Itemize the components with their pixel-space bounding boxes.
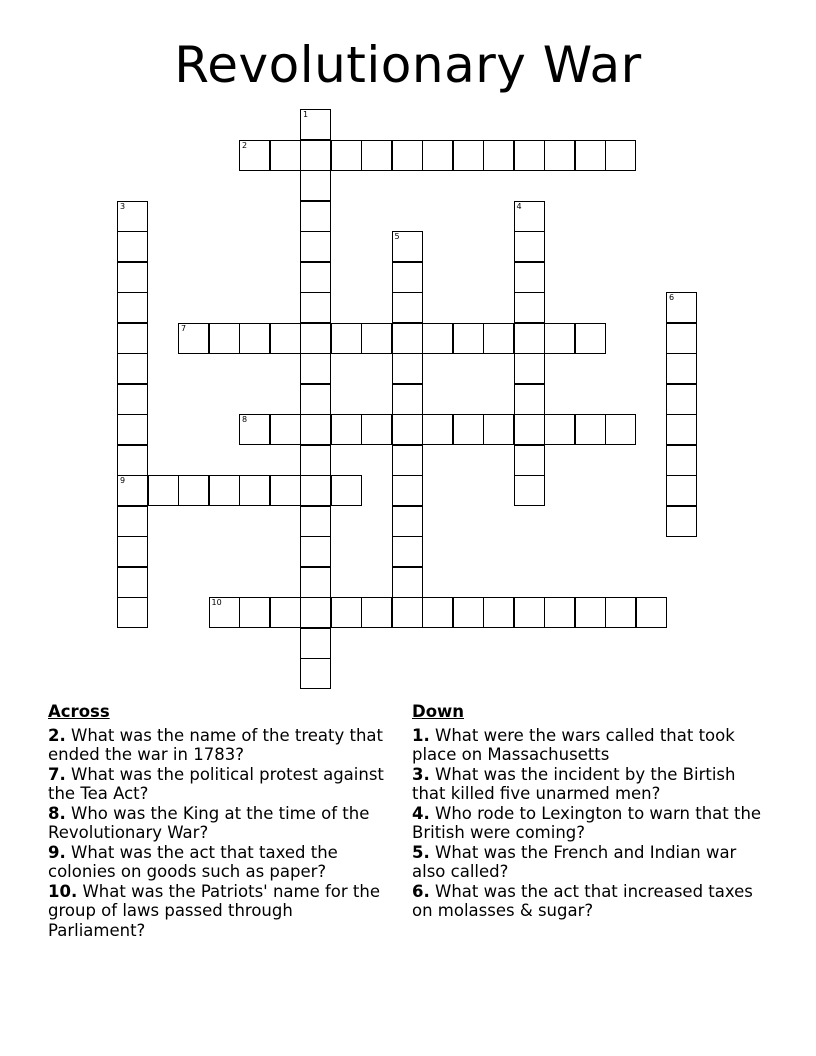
- grid-cell[interactable]: [300, 658, 331, 689]
- grid-cell[interactable]: [422, 597, 453, 628]
- down-clues: [412, 702, 762, 921]
- grid-cell[interactable]: [239, 597, 270, 628]
- grid-cell[interactable]: [209, 475, 240, 506]
- clue-text: What was the political protest against the Tea Act?: [48, 764, 384, 803]
- grid-cell[interactable]: [422, 414, 453, 445]
- grid-cell[interactable]: [117, 231, 148, 262]
- grid-cell[interactable]: [514, 353, 545, 384]
- grid-cell[interactable]: [514, 445, 545, 476]
- grid-cell[interactable]: [300, 414, 331, 445]
- grid-cell[interactable]: [514, 231, 545, 262]
- grid-cell[interactable]: [361, 597, 392, 628]
- grid-cell[interactable]: [331, 414, 362, 445]
- clue-number: 8.: [48, 803, 66, 823]
- clue-down-4: [412, 804, 762, 843]
- grid-cell[interactable]: [300, 445, 331, 476]
- grid-cell[interactable]: [117, 323, 148, 354]
- clue-across-10: [48, 882, 388, 941]
- clue-text: What was the name of the treaty that ended the war in 1783?: [48, 725, 384, 764]
- grid-cell[interactable]: [117, 384, 148, 415]
- grid-cell[interactable]: [361, 140, 392, 171]
- grid-cell[interactable]: [544, 140, 575, 171]
- grid-cell[interactable]: [300, 323, 331, 354]
- grid-cell[interactable]: [636, 597, 667, 628]
- grid-cell[interactable]: [270, 323, 301, 354]
- grid-cell[interactable]: [209, 323, 240, 354]
- clue-text: What was the act that increased taxes on molasses & sugar?: [412, 881, 753, 920]
- grid-cell[interactable]: [239, 475, 270, 506]
- grid-cell[interactable]: [117, 506, 148, 537]
- grid-cell[interactable]: [514, 140, 545, 171]
- grid-cell[interactable]: [514, 262, 545, 293]
- grid-cell[interactable]: [300, 506, 331, 537]
- cell-number: 9: [120, 476, 126, 485]
- across-heading: Across: [48, 702, 110, 721]
- clue-text: What was the act that taxed the colonies on goods such as paper?: [48, 842, 338, 881]
- grid-cell[interactable]: [392, 140, 423, 171]
- grid-cell[interactable]: [575, 414, 606, 445]
- grid-cell[interactable]: [270, 140, 301, 171]
- grid-cell[interactable]: [361, 414, 392, 445]
- grid-cell[interactable]: [331, 597, 362, 628]
- grid-cell[interactable]: [300, 536, 331, 567]
- cell-number: 6: [669, 293, 675, 302]
- cell-number: 1: [303, 110, 309, 119]
- grid-cell[interactable]: [392, 567, 423, 598]
- grid-cell[interactable]: [117, 292, 148, 323]
- grid-cell[interactable]: [270, 597, 301, 628]
- grid-cell[interactable]: [666, 384, 697, 415]
- grid-cell[interactable]: [575, 140, 606, 171]
- grid-cell[interactable]: [575, 597, 606, 628]
- grid-cell[interactable]: [666, 414, 697, 445]
- grid-cell[interactable]: [331, 475, 362, 506]
- grid-cell[interactable]: [514, 597, 545, 628]
- grid-cell[interactable]: [666, 323, 697, 354]
- grid-cell[interactable]: [117, 475, 148, 506]
- grid-cell[interactable]: [148, 475, 179, 506]
- grid-cell[interactable]: [300, 292, 331, 323]
- grid-cell[interactable]: [392, 262, 423, 293]
- grid-cell[interactable]: [392, 536, 423, 567]
- grid-cell[interactable]: [453, 414, 484, 445]
- clue-number: 9.: [48, 842, 66, 862]
- grid-cell[interactable]: [453, 597, 484, 628]
- grid-cell[interactable]: [575, 323, 606, 354]
- grid-cell[interactable]: [300, 384, 331, 415]
- grid-cell[interactable]: [392, 292, 423, 323]
- grid-cell[interactable]: [666, 292, 697, 323]
- grid-cell[interactable]: [300, 567, 331, 598]
- grid-cell[interactable]: [117, 445, 148, 476]
- grid-cell[interactable]: [300, 353, 331, 384]
- grid-cell[interactable]: [300, 628, 331, 659]
- grid-cell[interactable]: [453, 140, 484, 171]
- grid-cell[interactable]: [331, 323, 362, 354]
- clue-text: What was the Patriots' name for the group of laws passed through Parliament?: [48, 881, 380, 940]
- grid-cell[interactable]: [483, 323, 514, 354]
- clue-text: What were the wars called that took place on Massachusetts: [412, 725, 735, 764]
- grid-cell[interactable]: [117, 353, 148, 384]
- clue-number: 4.: [412, 803, 430, 823]
- grid-cell[interactable]: [300, 109, 331, 140]
- grid-cell[interactable]: [392, 384, 423, 415]
- grid-cell[interactable]: [117, 262, 148, 293]
- grid-cell[interactable]: [666, 506, 697, 537]
- grid-cell[interactable]: [666, 475, 697, 506]
- cell-number: 7: [181, 323, 187, 333]
- across-clues: [48, 702, 388, 940]
- grid-cell[interactable]: [392, 445, 423, 476]
- grid-cell[interactable]: [483, 597, 514, 628]
- clue-down-1: [412, 726, 762, 765]
- clue-number: 5.: [412, 842, 430, 862]
- cell-number: 8: [242, 415, 248, 424]
- clue-across-9: [48, 843, 388, 882]
- grid-cell[interactable]: [514, 475, 545, 506]
- grid-cell[interactable]: [331, 140, 362, 171]
- grid-cell[interactable]: [605, 414, 636, 445]
- grid-cell[interactable]: [544, 323, 575, 354]
- grid-cell[interactable]: [483, 414, 514, 445]
- grid-cell[interactable]: [117, 414, 148, 445]
- grid-cell[interactable]: [514, 201, 545, 232]
- cell-number: 3: [120, 201, 126, 211]
- grid-cell[interactable]: [392, 231, 423, 262]
- grid-cell[interactable]: [300, 140, 331, 171]
- grid-cell[interactable]: [117, 536, 148, 567]
- grid-cell[interactable]: [300, 201, 331, 232]
- cell-number: 5: [394, 232, 400, 241]
- clue-number: 2.: [48, 725, 66, 745]
- grid-cell[interactable]: [514, 414, 545, 445]
- grid-cell[interactable]: [483, 140, 514, 171]
- grid-cell[interactable]: [666, 445, 697, 476]
- clue-number: 10.: [48, 881, 78, 901]
- grid-cell[interactable]: [239, 140, 270, 171]
- clue-number: 3.: [412, 764, 430, 784]
- grid-cell[interactable]: [544, 597, 575, 628]
- grid-cell[interactable]: [117, 597, 148, 628]
- grid-cell[interactable]: [117, 567, 148, 598]
- grid-cell[interactable]: [300, 231, 331, 262]
- clue-number: 1.: [412, 725, 430, 745]
- grid-cell[interactable]: [514, 323, 545, 354]
- grid-cell[interactable]: [514, 292, 545, 323]
- grid-cell[interactable]: [453, 323, 484, 354]
- clue-down-3: [412, 765, 762, 804]
- grid-cell[interactable]: [361, 323, 392, 354]
- clue-text: Who was the King at the time of the Revolutionary War?: [48, 803, 370, 842]
- grid-cell[interactable]: [300, 597, 331, 628]
- grid-cell[interactable]: [666, 353, 697, 384]
- grid-cell[interactable]: [270, 414, 301, 445]
- grid-cell[interactable]: [422, 140, 453, 171]
- grid-cell[interactable]: [300, 170, 331, 201]
- grid-cell[interactable]: [178, 323, 209, 354]
- grid-cell[interactable]: [544, 414, 575, 445]
- grid-cell[interactable]: [239, 323, 270, 354]
- grid-cell[interactable]: [605, 597, 636, 628]
- grid-cell[interactable]: [392, 597, 423, 628]
- clue-across-7: [48, 765, 388, 804]
- clue-down-5: [412, 843, 762, 882]
- cell-number: 10: [211, 598, 222, 607]
- grid-cell[interactable]: [178, 475, 209, 506]
- grid-cell[interactable]: [392, 323, 423, 354]
- cell-number: 4: [516, 201, 522, 211]
- down-heading: Down: [412, 702, 465, 721]
- page-title: Revolutionary War: [174, 36, 642, 94]
- grid-cell[interactable]: [300, 262, 331, 293]
- clue-across-2: [48, 726, 388, 765]
- grid-cell[interactable]: [514, 384, 545, 415]
- clue-text: Who rode to Lexington to warn that the British were coming?: [412, 803, 762, 842]
- grid-cell[interactable]: [209, 597, 240, 628]
- cell-number: 2: [242, 140, 248, 150]
- clue-text: What was the French and Indian war also called?: [412, 842, 737, 881]
- grid-cell[interactable]: [239, 414, 270, 445]
- grid-cell[interactable]: [605, 140, 636, 171]
- grid-cell[interactable]: [392, 506, 423, 537]
- clue-across-8: [48, 804, 388, 843]
- grid-cell[interactable]: [392, 475, 423, 506]
- clue-text: What was the incident by the Birtish that killed five unarmed men?: [412, 764, 736, 803]
- grid-cell[interactable]: [300, 475, 331, 506]
- clue-number: 7.: [48, 764, 66, 784]
- grid-cell[interactable]: [117, 201, 148, 232]
- clue-down-6: [412, 882, 762, 921]
- grid-cell[interactable]: [422, 323, 453, 354]
- grid-cell[interactable]: [392, 353, 423, 384]
- grid-cell[interactable]: [392, 414, 423, 445]
- clue-number: 6.: [412, 881, 430, 901]
- grid-cell[interactable]: [270, 475, 301, 506]
